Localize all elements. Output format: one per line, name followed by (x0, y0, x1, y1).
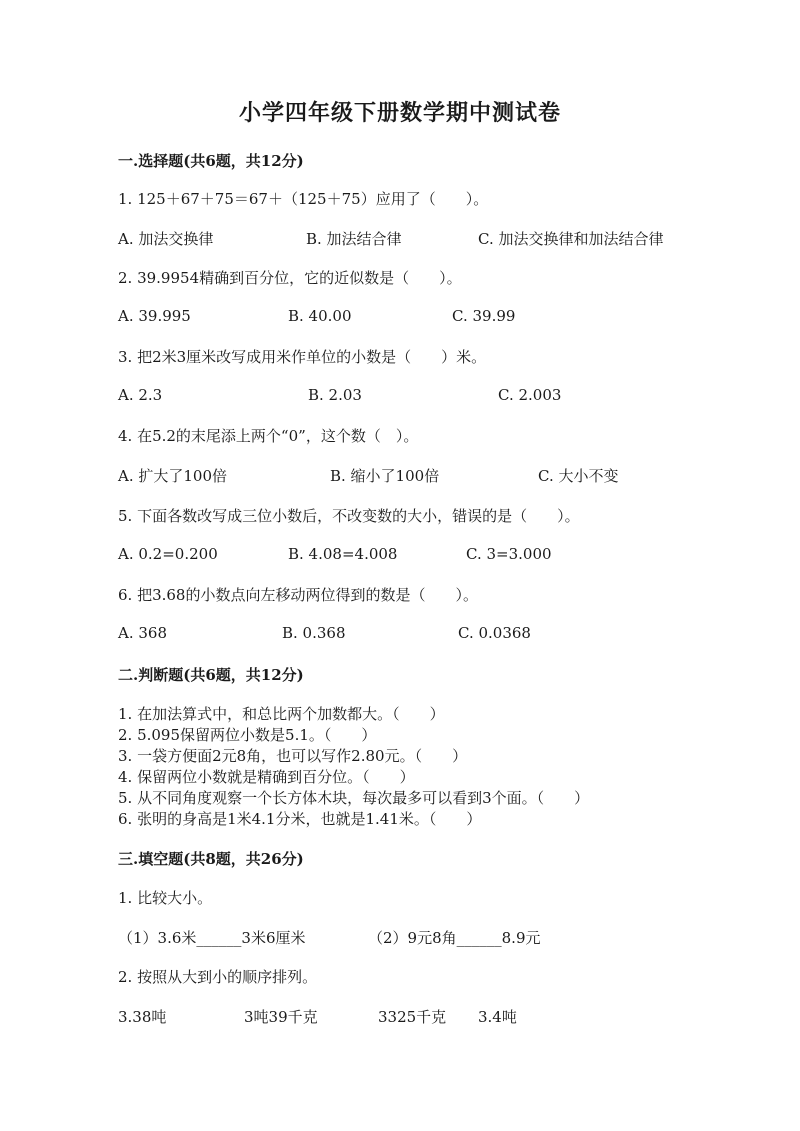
fill-1-part-1: （1）3.6米______3米6厘米 (118, 929, 306, 947)
choice-3-option-a: A. 2.3 (118, 386, 163, 404)
choice-5-option-c: C. 3=3.000 (466, 545, 552, 563)
choice-2-option-a: A. 39.995 (118, 307, 191, 325)
choice-5-option-b: B. 4.08=4.008 (288, 545, 398, 563)
choice-2-option-b: B. 40.00 (288, 307, 352, 325)
fill-2-item-4: 3.4吨 (478, 1008, 517, 1026)
judge-question-2: 2. 5.095保留两位小数是5.1。（ ） (118, 726, 377, 744)
choice-question-3: 3. 把2米3厘米改写成用米作单位的小数是（ ）米。 (118, 348, 487, 366)
choice-4-option-b: B. 缩小了100倍 (330, 467, 440, 485)
judge-question-6: 6. 张明的身高是1米4.1分米，也就是1.41米。（ ） (118, 810, 482, 828)
fill-question-2: 2. 按照从大到小的顺序排列。 (118, 968, 318, 986)
fill-1-part-2: （2）9元8角______8.9元 (368, 929, 541, 947)
judge-question-3: 3. 一袋方便面2元8角，也可以写作2.80元。（ ） (118, 747, 468, 765)
section-heading-fill: 三.填空题(共8题，共26分) (118, 850, 304, 868)
choice-4-option-a: A. 扩大了100倍 (118, 467, 227, 485)
choice-5-option-a: A. 0.2=0.200 (118, 545, 218, 563)
fill-question-1: 1. 比较大小。 (118, 889, 213, 907)
choice-3-option-c: C. 2.003 (498, 386, 562, 404)
page-title: 小学四年级下册数学期中测试卷 (238, 100, 561, 126)
choice-6-option-c: C. 0.0368 (458, 624, 531, 642)
choice-1-option-a: A. 加法交换律 (118, 230, 214, 248)
choice-question-2: 2. 39.9954精确到百分位，它的近似数是（ ）。 (118, 269, 462, 287)
fill-2-item-3: 3325千克 (378, 1008, 447, 1026)
choice-3-option-b: B. 2.03 (308, 386, 362, 404)
choice-question-4: 4. 在5.2的末尾添上两个“0”，这个数（ ）。 (118, 427, 419, 445)
choice-question-1: 1. 125＋67＋75＝67＋（125＋75）应用了（ ）。 (118, 190, 489, 208)
section-heading-judge: 二.判断题(共6题，共12分) (118, 666, 304, 684)
choice-1-option-b: B. 加法结合律 (306, 230, 402, 248)
fill-2-item-2: 3吨39千克 (244, 1008, 318, 1026)
section-heading-choice: 一.选择题(共6题，共12分) (118, 152, 304, 170)
judge-question-1: 1. 在加法算式中，和总比两个加数都大。（ ） (118, 705, 445, 723)
choice-question-5: 5. 下面各数改写成三位小数后，不改变数的大小，错误的是（ ）。 (118, 507, 580, 525)
judge-question-4: 4. 保留两位小数就是精确到百分位。（ ） (118, 768, 415, 786)
choice-6-option-a: A. 368 (118, 624, 167, 642)
choice-4-option-c: C. 大小不变 (538, 467, 619, 485)
choice-6-option-b: B. 0.368 (282, 624, 346, 642)
choice-question-6: 6. 把3.68的小数点向左移动两位得到的数是（ ）。 (118, 586, 478, 604)
fill-2-item-1: 3.38吨 (118, 1008, 167, 1026)
choice-2-option-c: C. 39.99 (452, 307, 516, 325)
choice-1-option-c: C. 加法交换律和加法结合律 (478, 230, 664, 248)
judge-question-5: 5. 从不同角度观察一个长方体木块，每次最多可以看到3个面。（ ） (118, 789, 590, 807)
